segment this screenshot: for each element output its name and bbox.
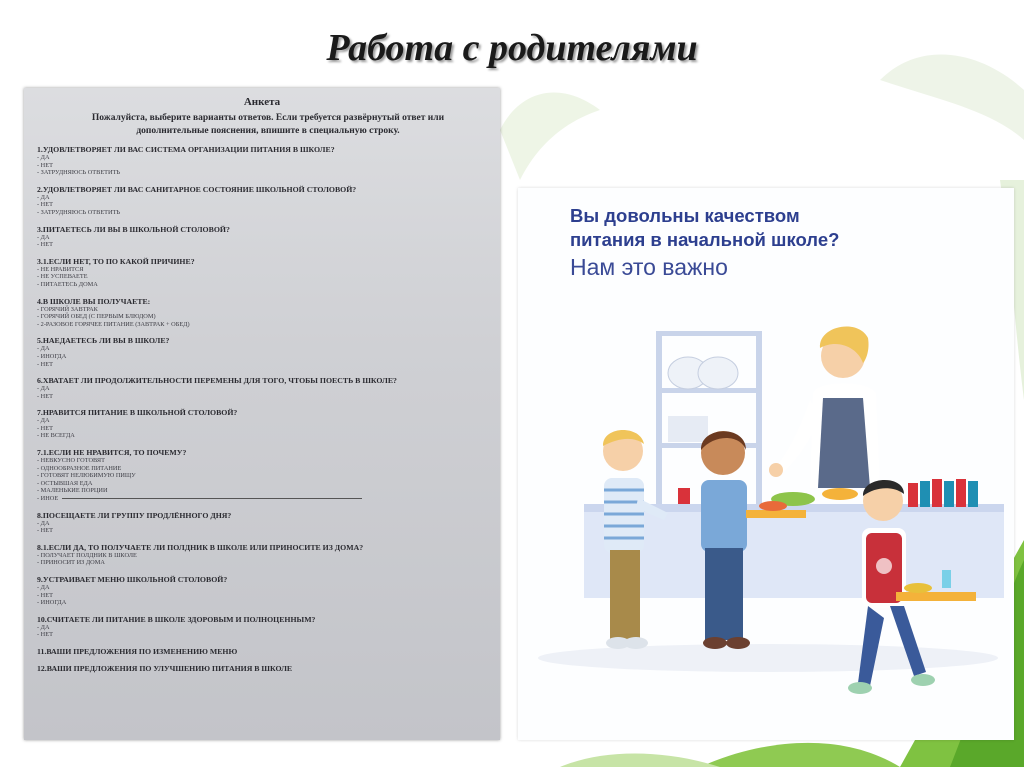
answer-option-label: - ДА xyxy=(37,154,50,161)
write-in-line xyxy=(62,498,362,499)
answer-option xyxy=(37,527,487,535)
answer-option-label: - ДА xyxy=(37,233,50,241)
question-title: 7.1.ЕСЛИ НЕ НРАВИТСЯ, ТО ПОЧЕМУ? xyxy=(37,448,187,458)
answer-option xyxy=(37,559,487,567)
answer-option-label: - НЕ НРАВИТСЯ xyxy=(37,265,84,273)
questionnaire-sheet xyxy=(24,88,500,740)
answer-option xyxy=(37,599,487,607)
answer-option-label: - ИНОЕ xyxy=(37,495,59,503)
answer-option xyxy=(37,306,487,314)
answer-option xyxy=(37,241,487,249)
question-block xyxy=(37,511,487,535)
answer-option-label: - ДА xyxy=(37,584,50,591)
answer-option xyxy=(37,631,487,639)
answer-option xyxy=(37,552,487,560)
questionnaire-title: Анкета xyxy=(243,96,281,108)
question-title: 8.ПОСЕЩАЕТЕ ЛИ ГРУППУ ПРОДЛЁННОГО ДНЯ? xyxy=(37,510,232,520)
question-block xyxy=(37,408,487,440)
question-block xyxy=(37,336,487,368)
answer-option-label: - НЕВКУСНО ГОТОВЯТ xyxy=(37,457,105,465)
answer-option-label: - ПИТАЕТЕСЬ ДОМА xyxy=(37,280,98,288)
answer-option-label: - ИНОГДА xyxy=(37,599,67,607)
answer-option-label: - НЕТ xyxy=(37,527,53,535)
answer-option-label: - ДА xyxy=(37,519,50,527)
cups xyxy=(908,479,978,507)
question-title: 2.УДОВЛЕТВОРЯЕТ ЛИ ВАС САНИТАРНОЕ СОСТОЯНИЕ ШКОЛЬНОЙ СТОЛОВОЙ? xyxy=(37,184,357,194)
questionnaire-questions xyxy=(37,145,487,681)
question-block xyxy=(37,448,487,503)
answer-option xyxy=(37,592,487,600)
answer-option xyxy=(37,209,487,217)
slide-title: Работа с родителями xyxy=(326,27,698,69)
answer-option xyxy=(37,345,487,353)
answer-option xyxy=(37,321,487,329)
question-title: 9.УСТРАИВАЕТ МЕНЮ ШКОЛЬНОЙ СТОЛОВОЙ? xyxy=(37,575,228,584)
answer-option xyxy=(37,457,487,465)
answer-option xyxy=(37,169,487,177)
answer-option-label: - НЕТ xyxy=(37,360,53,368)
answer-option-label: - НЕТ xyxy=(37,631,53,639)
answer-option-label: - ДА xyxy=(37,193,50,201)
answer-option xyxy=(37,281,487,289)
answer-option-label: - НЕТ xyxy=(37,424,53,432)
answer-option xyxy=(37,162,487,170)
question-title: 10.СЧИТАЕТЕ ЛИ ПИТАНИЕ В ШКОЛЕ ЗДОРОВЫМ И ПОЛНОЦЕННЫМ? xyxy=(37,614,316,624)
question-title: 4.В ШКОЛЕ ВЫ ПОЛУЧАЕТЕ: xyxy=(37,296,151,306)
cook-figure xyxy=(769,327,880,488)
poster-headline-line-1: Вы довольны качеством xyxy=(570,205,800,226)
question-title: 11.ВАШИ ПРЕДЛОЖЕНИЯ ПО ИЗМЕНЕНИЮ МЕНЮ xyxy=(37,646,238,656)
question-block xyxy=(37,257,487,289)
answer-option xyxy=(37,432,487,440)
answer-option-label: - НЕ УСПЕВАЕТЕ xyxy=(37,273,88,281)
answer-option-label: - НЕТ xyxy=(37,241,53,249)
answer-option xyxy=(37,487,487,495)
answer-option-label: - ДА xyxy=(37,623,50,631)
question-title: 6.ХВАТАЕТ ЛИ ПРОДОЛЖИТЕЛЬНОСТИ ПЕРЕМЕНЫ ДЛЯ ТОГО, ЧТОБЫ ПОЕСТЬ В ШКОЛЕ? xyxy=(37,376,397,386)
nutrition-poster xyxy=(518,188,1014,740)
answer-option-label: - НЕТ xyxy=(37,201,53,209)
answer-option-label: - ИНОГДА xyxy=(37,352,67,360)
question-title: 3.1.ЕСЛИ НЕТ, ТО ПО КАКОЙ ПРИЧИНЕ? xyxy=(37,256,195,266)
question-title: 3.ПИТАЕТЕСЬ ЛИ ВЫ В ШКОЛЬНОЙ СТОЛОВОЙ? xyxy=(37,224,230,234)
answer-option-label: - НЕТ xyxy=(37,591,53,599)
poster-headline-line-2: питания в начальной школе? xyxy=(570,229,840,250)
answer-option-label: - ГОРЯЧИЙ ОБЕД (С ПЕРВЫМ БЛЮДОМ) xyxy=(37,313,156,321)
poster-subline: Нам это важно xyxy=(570,254,728,280)
answer-option xyxy=(37,385,487,393)
question-block xyxy=(37,543,487,567)
answer-option xyxy=(37,472,487,480)
answer-option xyxy=(37,273,487,281)
answer-option-label: - НЕ ВСЕГДА xyxy=(37,432,75,440)
answer-option xyxy=(37,266,487,274)
question-block xyxy=(37,376,487,400)
answer-option xyxy=(37,194,487,202)
answer-option-label: - ОДНООБРАЗНОЕ ПИТАНИЕ xyxy=(37,464,122,472)
question-title: 12.ВАШИ ПРЕДЛОЖЕНИЯ ПО УЛУЧШЕНИЮ ПИТАНИЯ В ШКОЛЕ xyxy=(37,663,293,673)
answer-option-label: - ПОЛУЧАЕТ ПОЛДНИК В ШКОЛЕ xyxy=(37,551,137,559)
answer-option-label: - ДА xyxy=(37,417,50,425)
answer-option xyxy=(37,624,487,632)
question-title: 7.НРАВИТСЯ ПИТАНИЕ В ШКОЛЬНОЙ СТОЛОВОЙ? xyxy=(37,408,238,418)
answer-option xyxy=(37,584,487,592)
answer-option-label: - ДА xyxy=(37,385,50,393)
poster-headline xyxy=(570,204,839,252)
answer-option-label: - ОСТЫВШАЯ ЕДА xyxy=(37,479,93,487)
question-block xyxy=(37,575,487,607)
question-block xyxy=(37,297,487,329)
question-title: 8.1.ЕСЛИ ДА, ТО ПОЛУЧАЕТЕ ЛИ ПОЛДНИК В ШКОЛЕ ИЛИ ПРИНОСИТЕ ИЗ ДОМА? xyxy=(37,542,364,552)
question-title: 1.УДОВЛЕТВОРЯЕТ ЛИ ВАС СИСТЕМА ОРГАНИЗАЦИИ ПИТАНИЯ В ШКОЛЕ? xyxy=(37,145,335,154)
answer-option xyxy=(37,393,487,401)
answer-option xyxy=(37,465,487,473)
answer-option xyxy=(37,520,487,528)
answer-option xyxy=(37,154,487,162)
answer-option-label: - ГОТОВЯТ НЕЛЮБИМУЮ ПИЩУ xyxy=(37,472,136,480)
answer-option xyxy=(37,313,487,321)
question-block xyxy=(37,225,487,249)
answer-option xyxy=(37,353,487,361)
question-block xyxy=(37,615,487,639)
answer-option-label: - МАЛЕНЬКИЕ ПОРЦИИ xyxy=(37,487,108,495)
answer-option-label: - ЗАТРУДНЯЮСЬ ОТВЕТИТЬ xyxy=(37,169,121,177)
question-block xyxy=(37,664,487,673)
answer-option-label: - 2-РАЗОВОЕ ГОРЯЧЕЕ ПИТАНИЕ (ЗАВТРАК + ОБЕД) xyxy=(37,320,190,328)
question-block xyxy=(37,185,487,217)
answer-option xyxy=(37,480,487,488)
question-block xyxy=(37,647,487,656)
answer-option-label: - ГОРЯЧИЙ ЗАВТРАК xyxy=(37,305,98,313)
question-title: 5.НАЕДАЕТЕСЬ ЛИ ВЫ В ШКОЛЕ? xyxy=(37,336,170,346)
answer-option xyxy=(37,234,487,242)
answer-option-label: - НЕТ xyxy=(37,161,53,169)
answer-option xyxy=(37,361,487,369)
answer-option-label: - ПРИНОСИТ ИЗ ДОМА xyxy=(37,559,105,567)
answer-option xyxy=(37,495,487,503)
answer-option xyxy=(37,201,487,209)
answer-option-label: - ЗАТРУДНЯЮСЬ ОТВЕТИТЬ xyxy=(37,208,121,216)
answer-option xyxy=(37,417,487,425)
answer-option-label: - ДА xyxy=(37,345,50,353)
question-block xyxy=(37,145,487,177)
questionnaire-intro: Пожалуйста, выберите варианты ответов. Если требуется развёрнутый ответ или дополнительные пояснения, впишите в специальную строку. xyxy=(91,113,445,136)
answer-option xyxy=(37,425,487,433)
answer-option-label: - НЕТ xyxy=(37,392,53,400)
